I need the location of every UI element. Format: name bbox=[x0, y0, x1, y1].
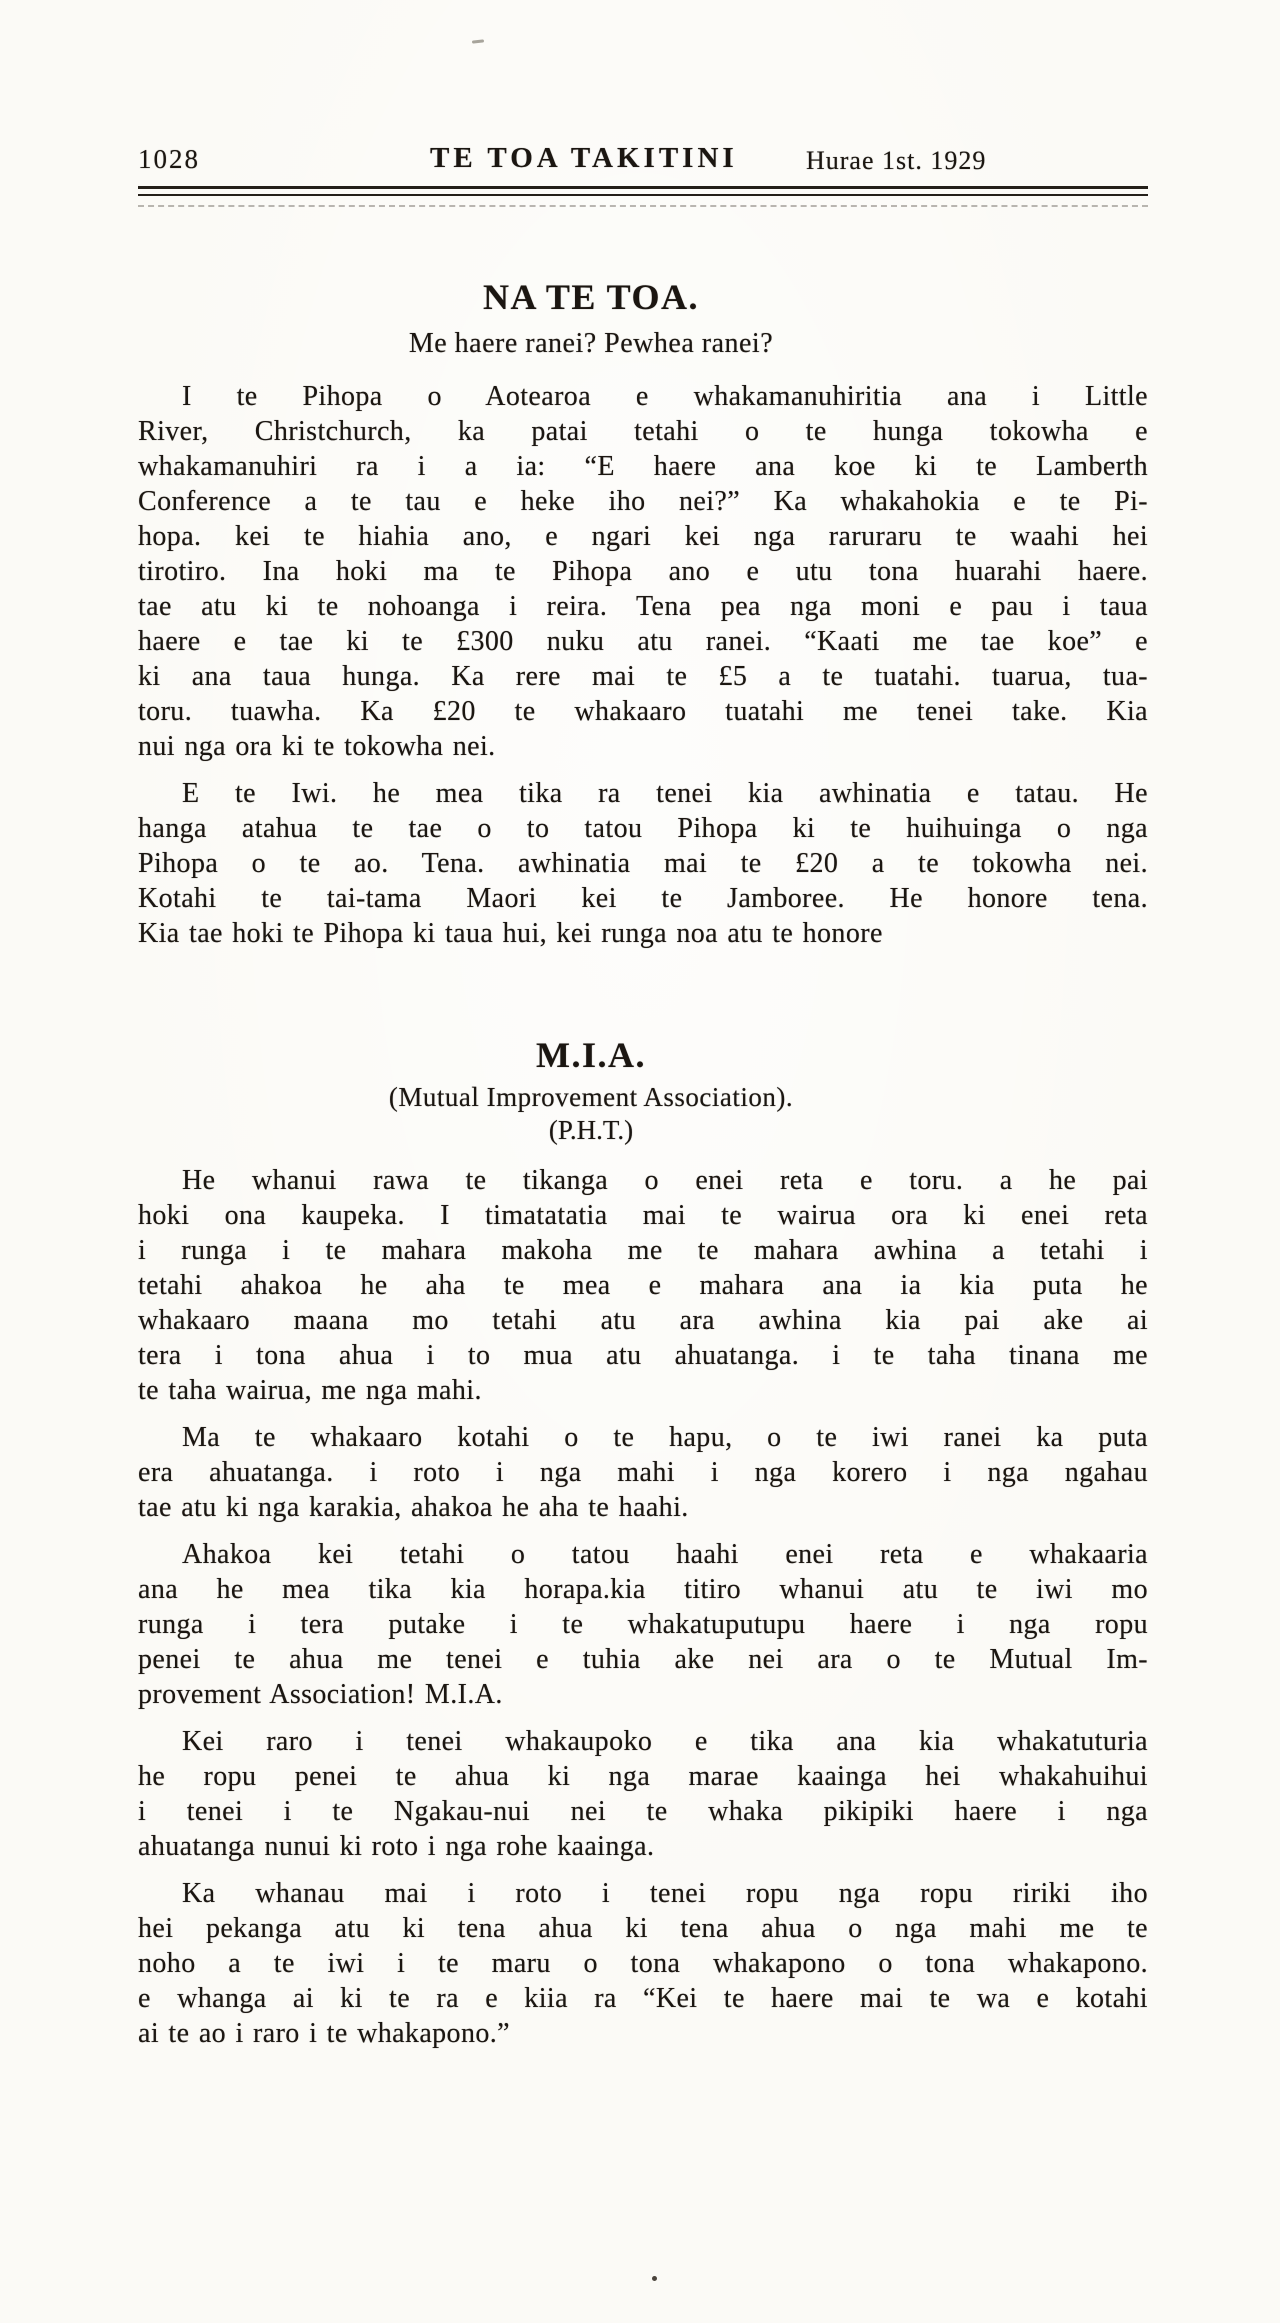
text-line: River, Christchurch, ka patai tetahi o te hunga tokowha e bbox=[138, 416, 1148, 447]
article-subtitle: Me haere ranei? Pewhea ranei? bbox=[408, 328, 774, 359]
text-line: tae atu ki nga karakia, ahakoa he aha te haahi. bbox=[138, 1492, 689, 1523]
text-line: haere e tae ki te £300 nuku atu ranei. “Kaati me tae koe” e bbox=[138, 626, 1148, 657]
text-line: provement Association! M.I.A. bbox=[138, 1679, 503, 1710]
paragraph bbox=[138, 1724, 1148, 1864]
text-line: penei te ahua me tenei e tuhia ake nei ara o te Mutual Im- bbox=[138, 1644, 1148, 1675]
header-faint-rule bbox=[138, 205, 1148, 207]
text-line: te taha wairua, me nga mahi. bbox=[138, 1375, 482, 1406]
text-line: Kotahi te tai-tama Maori kei te Jamboree. He honore tena. bbox=[138, 883, 1148, 914]
text-line: tera i tona ahua i to mua atu ahuatanga. i te taha tinana me bbox=[138, 1340, 1148, 1371]
text-line: whakaaro maana mo tetahi atu ara awhina kia pai ake ai bbox=[138, 1305, 1148, 1336]
text-line: Kei raro i tenei whakaupoko e tika ana kia whakatuturia bbox=[182, 1726, 1148, 1757]
text-line: Pihopa o te ao. Tena. awhinatia mai te £20 a te tokowha nei. bbox=[138, 848, 1148, 879]
text-line: i runga i te mahara makoha me te mahara awhina a tetahi i bbox=[138, 1235, 1148, 1266]
text-line: era ahuatanga. i roto i nga mahi i nga korero i nga ngahau bbox=[138, 1457, 1148, 1488]
text-line: E te Iwi. he mea tika ra tenei kia awhinatia e tatau. He bbox=[182, 778, 1148, 809]
paragraph bbox=[138, 1876, 1148, 2051]
text-line: tae atu ki te nohoanga i reira. Tena pea nga moni e pau i taua bbox=[138, 591, 1148, 622]
text-line: tirotiro. Ina hoki ma te Pihopa ano e utu tona huarahi haere. bbox=[138, 556, 1148, 587]
text-line: I te Pihopa o Aotearoa e whakamanuhiritia ana i Little bbox=[182, 381, 1148, 412]
article-subtitle: (Mutual Improvement Association). bbox=[388, 1082, 794, 1112]
text-line: ahuatanga nunui ki roto i nga rohe kaainga. bbox=[138, 1831, 655, 1862]
paragraph bbox=[138, 1420, 1148, 1525]
text-line: hopa. kei te hiahia ano, e ngari kei nga raruraru te waahi hei bbox=[138, 521, 1148, 552]
text-line: hanga atahua te tae o to tatou Pihopa ki te huihuinga o nga bbox=[138, 813, 1148, 844]
text-line: whakamanuhiri ra i a ia: “E haere ana koe ki te Lamberth bbox=[138, 451, 1148, 482]
page-content bbox=[138, 0, 1148, 2051]
text-line: tetahi ahakoa he aha te mea e mahara ana ia kia puta he bbox=[138, 1270, 1148, 1301]
article-body bbox=[138, 379, 1148, 951]
text-line: ana he mea tika kia horapa.kia titiro whanui atu te iwi mo bbox=[138, 1574, 1148, 1605]
article-body bbox=[138, 1163, 1148, 2051]
article-title: NA TE TOA. bbox=[482, 277, 700, 317]
scan-dot bbox=[652, 2276, 657, 2281]
text-line: runga i tera putake i te whakatuputupu haere i nga ropu bbox=[138, 1609, 1148, 1640]
text-line: Ahakoa kei tetahi o tatou haahi enei reta e whakaaria bbox=[182, 1539, 1148, 1570]
paragraph bbox=[138, 1163, 1148, 1408]
text-line: ai te ao i raro i te whakapono.” bbox=[138, 2018, 510, 2049]
paragraph bbox=[138, 379, 1148, 764]
text-line: hoki ona kaupeka. I timatatatia mai te wairua ora ki enei reta bbox=[138, 1200, 1148, 1231]
text-line: ki ana taua hunga. Ka rere mai te £5 a te tuatahi. tuarua, tua- bbox=[138, 661, 1148, 692]
article-title: M.I.A. bbox=[536, 1035, 646, 1075]
text-line: toru. tuawha. Ka £20 te whakaaro tuatahi me tenei take. Kia bbox=[138, 696, 1148, 727]
article-mia bbox=[138, 1035, 1148, 2051]
text-line: Ka whanau mai i roto i tenei ropu nga ropu ririki iho bbox=[182, 1878, 1148, 1909]
text-line: hei pekanga atu ki tena ahua ki tena ahua o nga mahi me te bbox=[138, 1913, 1148, 1944]
text-line: Conference a te tau e heke iho nei?” Ka whakahokia e te Pi- bbox=[138, 486, 1148, 517]
masthead-title: TE TOA TAKITINI bbox=[430, 142, 738, 174]
paragraph bbox=[138, 1537, 1148, 1712]
paragraph bbox=[138, 776, 1148, 951]
page-header bbox=[138, 142, 1148, 180]
article-na-te-toa bbox=[138, 277, 1148, 951]
page-number: 1028 bbox=[138, 144, 200, 174]
issue-date: Hurae 1st. 1929 bbox=[806, 146, 987, 175]
text-line: noho a te iwi i te maru o tona whakapono o tona whakapono. bbox=[138, 1948, 1148, 1979]
text-line: He whanui rawa te tikanga o enei reta e toru. a he pai bbox=[182, 1165, 1148, 1196]
text-line: i tenei i te Ngakau-nui nei te whaka pikipiki haere i nga bbox=[138, 1796, 1148, 1827]
text-line: Kia tae hoki te Pihopa ki taua hui, kei runga noa atu te honore bbox=[138, 918, 883, 949]
header-double-rule bbox=[138, 186, 1148, 196]
text-line: e whanga ai ki te ra e kiia ra “Kei te haere mai te wa e kotahi bbox=[138, 1983, 1148, 2014]
text-line: Ma te whakaaro kotahi o te hapu, o te iwi ranei ka puta bbox=[182, 1422, 1148, 1453]
text-line: nui nga ora ki te tokowha nei. bbox=[138, 731, 496, 762]
article-subtitle-secondary: (P.H.T.) bbox=[548, 1115, 634, 1145]
text-line: he ropu penei te ahua ki nga marae kaainga hei whakahuihui bbox=[138, 1761, 1148, 1792]
